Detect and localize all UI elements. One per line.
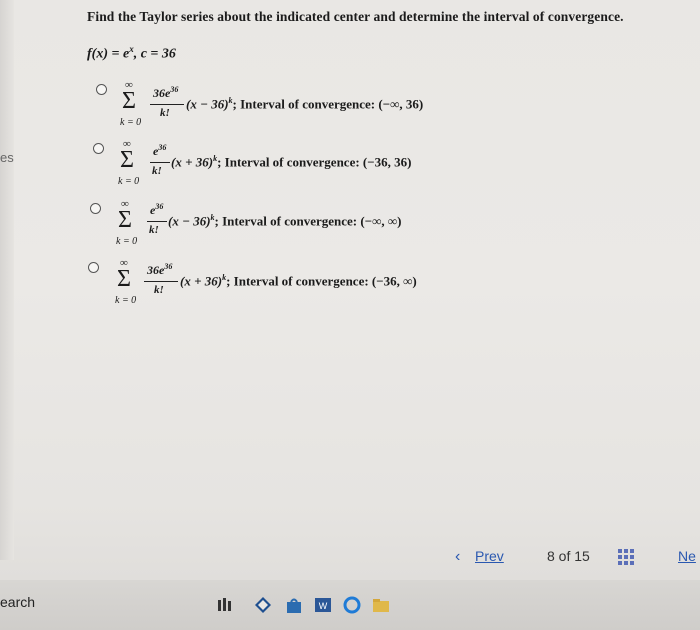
radio-button-3[interactable] bbox=[90, 203, 101, 214]
sigma-icon: Σ bbox=[117, 266, 131, 292]
chevron-left-icon[interactable]: ‹ bbox=[455, 548, 461, 565]
sum-lower-3: k = 0 bbox=[116, 236, 138, 247]
denominator-2: k! bbox=[152, 165, 162, 177]
fraction-bar-3 bbox=[147, 221, 167, 222]
denominator-3: k! bbox=[149, 224, 159, 236]
fraction-bar-1 bbox=[150, 104, 184, 105]
sigma-icon: Σ bbox=[120, 147, 134, 173]
radio-button-4[interactable] bbox=[88, 262, 99, 273]
task-view-icon[interactable] bbox=[217, 596, 235, 614]
sigma-icon: Σ bbox=[122, 88, 136, 114]
radio-button-1[interactable] bbox=[96, 84, 107, 95]
svg-text:W: W bbox=[318, 601, 328, 611]
sum-upper-1: ∞ bbox=[125, 79, 133, 91]
sum-upper-3: ∞ bbox=[121, 198, 129, 210]
function-definition bbox=[87, 44, 176, 63]
taskbar-search-fragment[interactable]: earch bbox=[0, 594, 36, 610]
left-panel-edge bbox=[0, 0, 14, 560]
folder-icon[interactable] bbox=[372, 596, 390, 614]
fraction-bar-4 bbox=[144, 281, 178, 282]
option-text-4: $(x + 36)^k$; Interval of convergence: (−36, ∞) bbox=[180, 273, 417, 289]
function-exponent: x bbox=[129, 44, 134, 54]
function-lhs: f(x) = e bbox=[87, 46, 130, 62]
word-icon[interactable] bbox=[314, 596, 332, 614]
file-explorer-icon[interactable] bbox=[254, 596, 272, 614]
page-count: 8 of 15 bbox=[547, 548, 590, 564]
sidebar-fragment: es bbox=[0, 150, 14, 165]
denominator-1: k! bbox=[160, 107, 170, 119]
grid-icon[interactable] bbox=[618, 549, 634, 565]
denominator-4: k! bbox=[154, 284, 164, 296]
function-center: , c = 36 bbox=[133, 46, 176, 62]
radio-button-2[interactable] bbox=[93, 143, 104, 154]
sum-upper-4: ∞ bbox=[120, 257, 128, 269]
sum-upper-2: ∞ bbox=[123, 138, 131, 150]
sigma-icon: Σ bbox=[118, 207, 132, 233]
option-text-2: $(x + 36)^k$; Interval of convergence: (−36, 36) bbox=[171, 154, 412, 170]
question-title: Find the Taylor series about the indicated center and determine the interval of convergence. bbox=[87, 9, 624, 24]
numerator-1: $36e^{36}$ bbox=[153, 85, 179, 100]
prev-link[interactable]: Prev bbox=[475, 548, 504, 564]
sum-lower-4: k = 0 bbox=[115, 295, 137, 306]
fraction-bar-2 bbox=[150, 162, 170, 163]
sum-lower-2: k = 0 bbox=[118, 176, 140, 187]
numerator-4: $36e^{36}$ bbox=[147, 262, 173, 277]
store-icon[interactable] bbox=[285, 596, 303, 614]
sum-lower-1: k = 0 bbox=[120, 117, 142, 128]
browser-icon[interactable] bbox=[343, 596, 361, 614]
numerator-2: $e^{36}$ bbox=[153, 143, 167, 158]
next-link[interactable]: Ne bbox=[678, 548, 696, 564]
option-text-3: $(x - 36)^k$; Interval of convergence: (−∞, ∞) bbox=[168, 213, 402, 229]
numerator-3: $e^{36}$ bbox=[150, 202, 164, 217]
option-text-1: $(x - 36)^k$; Interval of convergence: (−∞, 36) bbox=[186, 96, 424, 112]
